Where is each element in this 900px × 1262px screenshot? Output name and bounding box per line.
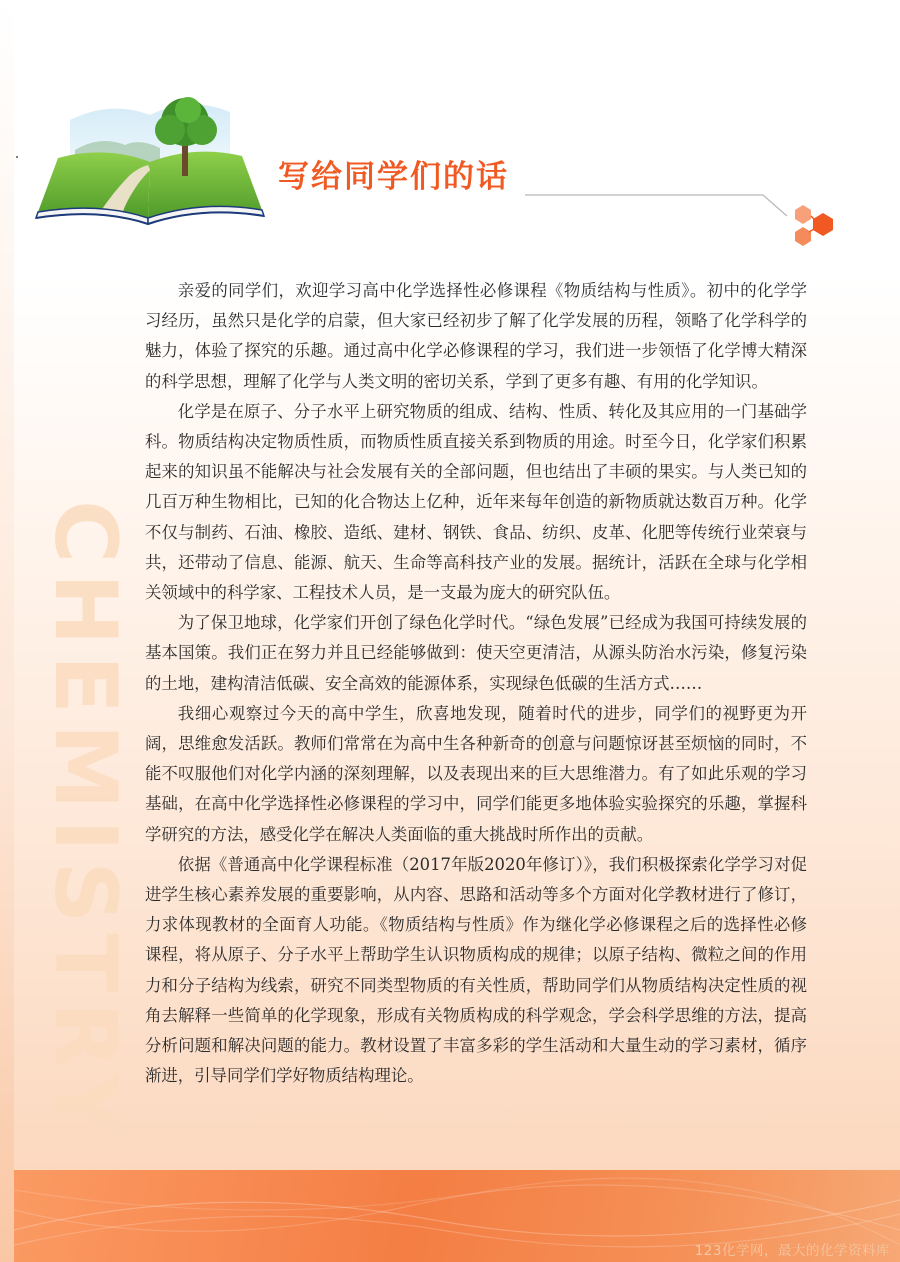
page-title: 写给同学们的话 xyxy=(278,159,509,195)
page-edge xyxy=(0,0,14,1262)
paragraph: 依据《普通高中化学课程标准（2017年版2020年修订）》，我们积极探索化学学习对促进学生核心素养发展的重要影响，从内容、思路和活动等多个方面对化学教材进行了修订，力求体现教材的全面育人功能。《物质结构与性质》作为继化学必修课程之后的选择性必修课程，将从原子、分子水平上帮助学生认识物质构成的规律；以原子结构、微粒之间的作用力和分子结构为线索，研究不同类型物质的有关性质，帮助同学们从物质结构决定性质的视角去解释一些简单的化学现象，形成有关物质构成的科学观念，学会科学思维的方法，提高分析问题和解决问题的能力。教材设置了丰富多彩的学生活动和大量生动的学习素材，循序渐进，引导同学们学好物质结构理论。 xyxy=(145,854,807,1086)
letter-body xyxy=(145,276,807,1091)
hexagon-molecule-icon xyxy=(795,205,833,246)
chemistry-watermark xyxy=(35,478,135,1168)
paragraph: 亲爱的同学们，欢迎学习高中化学选择性必修课程《物质结构与性质》。初中的化学学习经历，虽然只是化学的启蒙，但大家已经初步了解了化学发展的历程，领略了化学科学的魅力，体验了探究的乐趣。通过高中化学必修课程的学习，我们进一步领悟了化学博大精深的科学思想，理解了化学与人类文明的密切关系，学到了更多有趣、有用的化学知识。 xyxy=(145,281,807,391)
footer-watermark-note: 123化学网，最大的化学资料库 xyxy=(694,1243,890,1259)
paragraph: 我细心观察过今天的高中学生，欣喜地发现，随着时代的进步，同学们的视野更为开阔，思维愈发活跃。教师们常常在为高中生各种新奇的创意与问题惊讶甚至烦恼的同时，不能不叹服他们对化学内涵的深刻理解，以及表现出来的巨大思维潜力。有了如此乐观的学习基础，在高中化学选择性必修课程的学习中，同学们能更多地体验实验探究的乐趣，掌握科学研究的方法，感受化学在解决人类面临的重大挑战时所作出的贡献。 xyxy=(145,703,807,844)
watermark-text: CHEMISTRY xyxy=(35,500,135,1146)
paragraph: 化学是在原子、分子水平上研究物质的组成、结构、性质、转化及其应用的一门基础学科。物质结构决定物质性质，而物质性质直接关系到物质的用途。时至今日，化学家们积累起来的知识虽不能解决与社会发展有关的全部问题，但也结出了丰硕的果实。与人类已知的几百万种生物相比，已知的化合物达上亿种，近年来每年创造的新物质就达数百万种。化学不仅与制药、石油、橡胶、造纸、建材、钢铁、食品、纺织、皮革、化肥等传统行业荣衰与共，还带动了信息、能源、航天、生命等高科技产业的发展。据统计，活跃在全球与化学相关领域中的科学家、工程技术人员，是一支最为庞大的研究队伍。 xyxy=(145,401,807,603)
title-rule-decoration xyxy=(525,186,855,256)
margin-dot xyxy=(16,156,18,158)
paragraph: 为了保卫地球，化学家们开创了绿色化学时代。“绿色发展”已经成为我国可持续发展的基本国策。我们正在努力并且已经能够做到：使天空更清洁，从源头防治水污染，修复污染的土地，建构清洁低碳、安全高效的能源体系，实现绿色低碳的生活方式…… xyxy=(145,613,807,693)
open-book-tree-illustration xyxy=(30,90,270,230)
